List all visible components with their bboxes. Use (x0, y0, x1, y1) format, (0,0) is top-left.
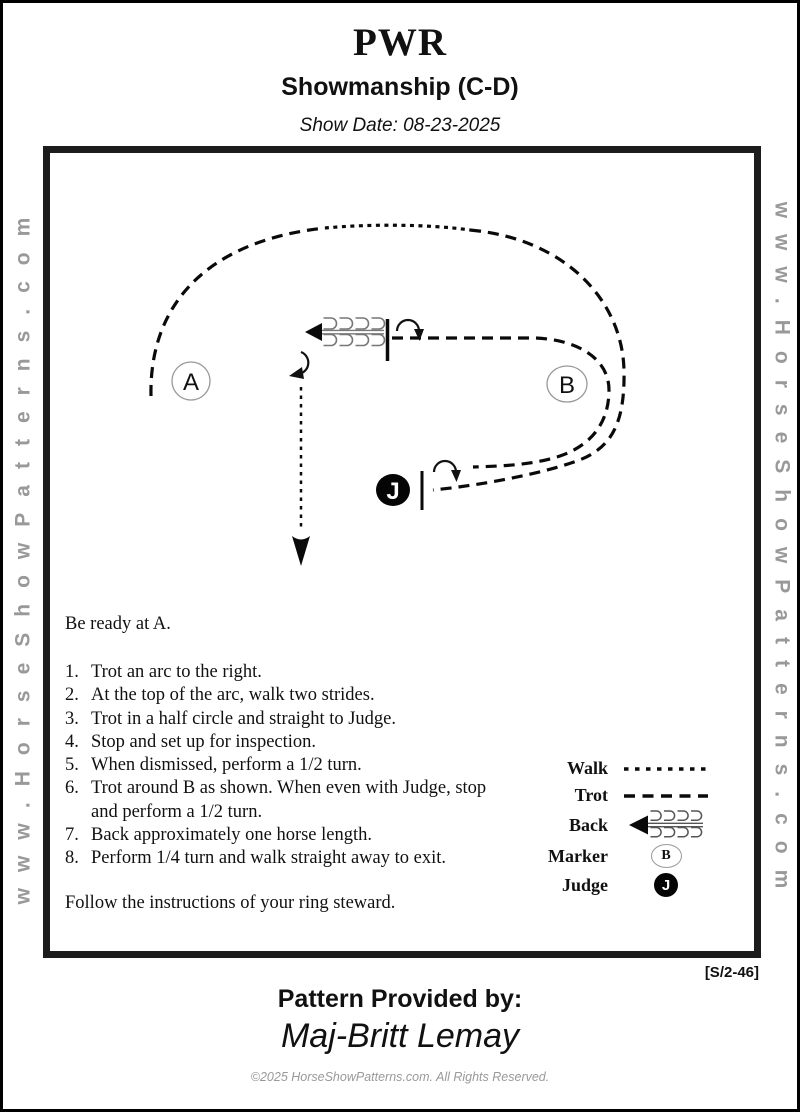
instruction-item: 4. Stop and set up for inspection. (65, 731, 317, 752)
walk-top-path (325, 225, 470, 230)
pattern-code: [S/2-46] (704, 964, 759, 981)
instruction-item: 7. Back approximately one horse length. (65, 825, 373, 846)
legend-row-judge: Judge J (548, 871, 710, 899)
ring-steward-note: Follow the instructions of your ring steward. (65, 893, 396, 913)
instruction-item: 1. Trot an arc to the right. (65, 662, 262, 682)
exit-arrowhead-icon (292, 536, 310, 566)
copyright-line: ©2025 HorseShowPatterns.com. All Rights Reserved. (250, 1070, 550, 1084)
legend (548, 755, 710, 899)
svg-text:B: B (558, 372, 576, 399)
class-subtitle: Showmanship (C-D) (281, 73, 519, 101)
legend-row-walk: Walk (548, 755, 710, 782)
loop-around-b-path (392, 338, 609, 467)
marker-b (547, 366, 587, 402)
pattern-diagram (3, 3, 800, 1112)
watermark-left: www.HorseShowPatterns.com (11, 201, 35, 905)
ready-text: Be ready at A. (65, 614, 171, 634)
instruction-item: 6. Trot around B as shown. When even with Judge, stop and perform a 1/2 turn. (65, 778, 487, 822)
page-title: PWR (353, 21, 447, 64)
watermark-right: www.HorseShowPatterns.com (770, 201, 794, 905)
back-symbol (305, 318, 385, 346)
show-date: Show Date: 08-23-2025 (299, 115, 501, 136)
judge-symbol-icon: J (622, 873, 710, 897)
back-symbol-icon (622, 810, 710, 840)
svg-text:A: A (182, 369, 200, 396)
trot-line-icon (622, 792, 710, 800)
svg-text:J: J (386, 478, 400, 505)
marker-symbol-icon: B (622, 844, 710, 868)
legend-row-trot: Trot (548, 782, 710, 809)
instruction-item: 8. Perform 1/4 turn and walk straight away to exit. (65, 848, 447, 869)
instruction-item: 2. At the top of the arc, walk two strides. (65, 685, 375, 706)
provided-by-label: Pattern Provided by: (277, 985, 523, 1013)
legend-row-marker: Marker B (548, 841, 710, 871)
half-turn-arrows (289, 320, 461, 482)
provided-by-name: Maj-Britt Lemay (280, 1017, 520, 1055)
legend-row-back: Back (548, 809, 710, 841)
marker-a (172, 362, 210, 400)
walk-line-icon (622, 765, 710, 773)
back-arrowhead-icon (305, 323, 322, 341)
instruction-item: 3. Trot in a half circle and straight to Judge. (65, 708, 397, 729)
judge-marker (376, 474, 410, 506)
instruction-item: 5. When dismissed, perform a 1/2 turn. (65, 755, 362, 776)
